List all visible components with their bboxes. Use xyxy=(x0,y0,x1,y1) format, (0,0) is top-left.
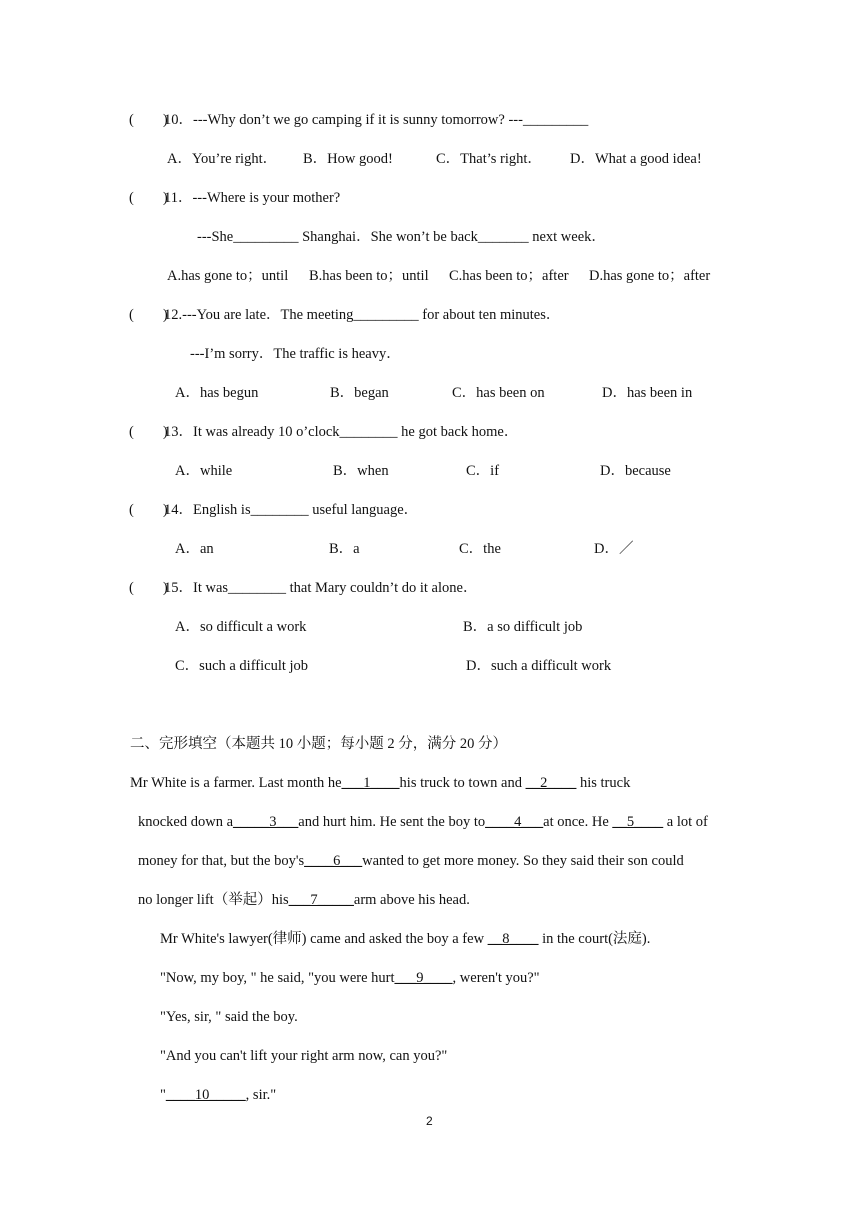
cloze-blank-1: ___1____ xyxy=(341,775,400,791)
cloze-blank-2: __2____ xyxy=(525,775,577,791)
q14-option-a: A．an xyxy=(175,541,214,557)
passage-line-1 xyxy=(130,774,630,792)
passage-line-9 xyxy=(160,1086,276,1104)
passage-line-2 xyxy=(138,813,708,831)
q10-option-b: B．How good! xyxy=(303,151,393,167)
passage-text: his truck xyxy=(576,775,631,791)
cloze-blank-8: __8____ xyxy=(487,931,539,947)
q13-option-d: D．because xyxy=(600,463,671,479)
q13-stem: 13．It was already 10 o’clock________ he got back home． xyxy=(164,424,519,440)
q10-stem-text: 10．---Why don’t we go camping if it is sunny tomorrow? --- xyxy=(164,112,523,128)
passage-text: money for that, but the boy's xyxy=(138,853,305,869)
q15-option-d: D．such a difficult work xyxy=(466,658,612,674)
passage-text: Mr White's lawyer(律师) came and asked the boy a few xyxy=(160,931,488,947)
q13-paren: ( ) xyxy=(129,424,168,440)
q12-option-b: B．began xyxy=(330,385,389,401)
q10-option-a: A．You’re right． xyxy=(167,151,278,167)
q10-paren: ( ) xyxy=(129,112,168,128)
cloze-blank-10: ____10_____ xyxy=(165,1087,246,1103)
section-heading: 二、完形填空（本题共 10 小题；每小题 2 分，满分 20 分） xyxy=(130,736,507,752)
passage-line-7: "Yes, sir, " said the boy. xyxy=(160,1009,298,1025)
q10-option-c: C．That’s right． xyxy=(436,151,542,167)
passage-line-5 xyxy=(160,930,650,948)
q10-option-d: D．What a good idea! xyxy=(570,151,702,167)
passage-line-4 xyxy=(138,891,470,909)
q15-option-a: A．so difficult a work xyxy=(175,619,307,635)
cloze-blank-6: ____6___ xyxy=(304,853,363,869)
q13-option-c: C．if xyxy=(466,463,500,479)
passage-text: and hurt him. He sent the boy to xyxy=(298,814,486,830)
passage-text: wanted to get more money. So they said their son could xyxy=(362,853,684,869)
passage-text: arm above his head. xyxy=(353,892,470,908)
q13-option-a: A．while xyxy=(175,463,233,479)
q15-stem: 15．It was________ that Mary couldn’t do it alone． xyxy=(164,580,478,596)
q11-paren: ( ) xyxy=(129,190,168,206)
cloze-blank-5: __5____ xyxy=(612,814,664,830)
q11-option-b: B.has been to；until xyxy=(309,268,429,284)
q12-option-c: C．has been on xyxy=(452,385,545,401)
cloze-blank-7: ___7_____ xyxy=(288,892,354,908)
q13-option-b: B．when xyxy=(333,463,389,479)
q12-option-d: D．has been in xyxy=(602,385,693,401)
q14-option-c: C．the xyxy=(459,541,501,557)
passage-text: , sir." xyxy=(245,1087,277,1103)
passage-text: at once. He xyxy=(543,814,613,830)
page-number: 2 xyxy=(426,1114,433,1128)
q10-blank: _________ xyxy=(522,112,589,128)
passage-line-6 xyxy=(160,969,540,987)
passage-line-3 xyxy=(138,852,684,870)
cloze-blank-9: ___9____ xyxy=(394,970,453,986)
q11-option-d: D.has gone to；after xyxy=(589,268,711,284)
q11-line2: ---She_________ Shanghai．She won’t be back_______ next week． xyxy=(197,229,606,245)
passage-text: " xyxy=(160,1087,166,1103)
q15-option-b: B．a so difficult job xyxy=(463,619,583,635)
q12-stem: 12.---You are late．The meeting_________ for about ten minutes． xyxy=(164,307,561,323)
passage-line-8: "And you can't lift your right arm now, can you?" xyxy=(160,1048,448,1064)
passage-text: no longer lift（举起）his xyxy=(138,892,289,908)
q15-option-c: C．such a difficult job xyxy=(175,658,309,674)
q12-line2: ---I’m sorry．The traffic is heavy． xyxy=(190,346,401,362)
passage-text: in the court(法庭). xyxy=(538,931,651,947)
q15-paren: ( ) xyxy=(129,580,168,596)
q10-stem xyxy=(164,111,588,129)
q14-option-d: D．／ xyxy=(594,541,634,557)
q14-stem: 14．English is________ useful language． xyxy=(164,502,419,518)
q14-option-b: B．a xyxy=(329,541,360,557)
q11-option-a: A.has gone to；until xyxy=(167,268,289,284)
q11-stem: 11．---Where is your mother? xyxy=(164,190,341,206)
q11-option-c: C.has been to；after xyxy=(449,268,569,284)
passage-text: a lot of xyxy=(663,814,708,830)
cloze-blank-4: ____4___ xyxy=(485,814,544,830)
q12-paren: ( ) xyxy=(129,307,168,323)
passage-text: knocked down a xyxy=(138,814,234,830)
passage-text: "Now, my boy, " he said, "you were hurt xyxy=(160,970,395,986)
q12-option-a: A．has begun xyxy=(175,385,259,401)
passage-text: Mr White is a farmer. Last month he xyxy=(130,775,342,791)
q14-paren: ( ) xyxy=(129,502,168,518)
cloze-blank-3: _____3___ xyxy=(233,814,299,830)
passage-text: his truck to town and xyxy=(399,775,526,791)
passage-text: , weren't you?" xyxy=(452,970,540,986)
